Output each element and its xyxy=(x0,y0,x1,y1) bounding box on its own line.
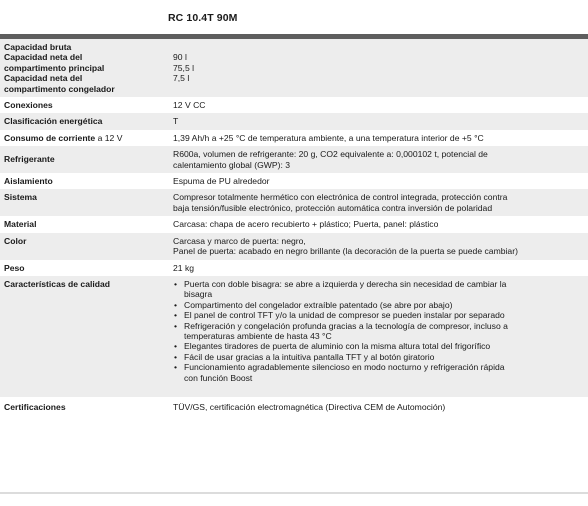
list-item-line: • Funcionamiento agradablemente silencioso en modo nocturno y refrigeración rápida xyxy=(184,362,505,373)
row-label xyxy=(0,130,162,146)
row-label: Peso xyxy=(0,260,162,276)
row-value-line: 90 l xyxy=(173,52,187,63)
row-label-line: Capacidad neta del xyxy=(4,52,83,63)
table-row xyxy=(0,260,588,276)
row-label xyxy=(0,39,162,97)
list-item xyxy=(184,321,574,342)
row-value-line: baja tensión/fusible electrónico, protección automática contra inversión de polaridad xyxy=(173,202,493,213)
table-row xyxy=(0,130,588,146)
list-item-line: • Refrigeración y congelación profunda gracias a la tecnología de compresor, incluso a xyxy=(184,320,508,331)
row-value-line: Panel de puerta: acabado en negro brillante (la decoración de la puerta se puede cambiar) xyxy=(173,246,518,257)
row-value-line: Compresor totalmente hermético con electrónica de control integrada, protección contra xyxy=(173,192,508,203)
table-header xyxy=(0,8,588,34)
row-label: Conexiones xyxy=(0,97,162,113)
row-value xyxy=(162,233,588,260)
table-row xyxy=(0,233,588,260)
row-label: Material xyxy=(0,216,162,232)
list-item-line: • Elegantes tiradores de puerta de aluminio con la misma altura total del frigorífico xyxy=(184,341,491,352)
row-label: Refrigerante xyxy=(0,146,162,173)
row-value-line: calentamiento global (GWP): 3 xyxy=(173,159,291,170)
footer-divider xyxy=(0,492,588,494)
row-label-line: compartimento congelador xyxy=(4,83,115,94)
row-value: 21 kg xyxy=(162,260,588,276)
list-item xyxy=(184,279,574,300)
table-row xyxy=(0,276,588,397)
row-value xyxy=(162,189,588,216)
row-label: Certificaciones xyxy=(0,397,162,418)
spec-table xyxy=(0,39,588,418)
row-label-text: Consumo de corriente xyxy=(4,132,96,143)
row-label: Sistema xyxy=(0,189,162,216)
row-value: 12 V CC xyxy=(162,97,588,113)
row-label: Color xyxy=(0,233,162,260)
table-row xyxy=(0,397,588,418)
row-value: 1,39 Ah/h a +25 °C de temperatura ambiente, a una temperatura interior de +5 °C xyxy=(162,130,588,146)
table-row xyxy=(0,39,588,97)
row-value xyxy=(162,39,588,97)
row-value-line: 75,5 l xyxy=(173,62,195,73)
list-item-line: • Puerta con doble bisagra: se abre a izquierda y derecha sin necesidad de cambiar la xyxy=(184,278,507,289)
list-item xyxy=(184,352,574,362)
row-value-line: 7,5 l xyxy=(173,73,190,84)
table-row xyxy=(0,216,588,232)
list-item xyxy=(184,341,574,351)
table-row xyxy=(0,173,588,189)
list-item xyxy=(184,310,574,320)
row-value: Carcasa: chapa de acero recubierto + plástico; Puerta, panel: plástico xyxy=(162,216,588,232)
table-row xyxy=(0,146,588,173)
list-item-line: con función Boost xyxy=(184,372,253,383)
list-item-line: • Compartimento del congelador extraíble patentado (se abre por abajo) xyxy=(184,299,453,310)
model-name: RC 10.4T 90M xyxy=(168,12,238,24)
spacer xyxy=(173,42,574,52)
table-row xyxy=(0,189,588,216)
table-row xyxy=(0,97,588,113)
list-item-line: bisagra xyxy=(184,289,213,300)
list-item-line: • Fácil de usar gracias a la intuitiva pantalla TFT y al botón giratorio xyxy=(184,351,435,362)
row-label-line: Capacidad bruta xyxy=(4,42,72,52)
row-label-line: compartimento principal xyxy=(4,62,105,73)
list-item xyxy=(184,362,574,383)
row-label: Clasificación energética xyxy=(0,113,162,129)
row-value: Espuma de PU alrededor xyxy=(162,173,588,189)
row-value xyxy=(162,276,588,397)
row-value xyxy=(162,146,588,173)
row-label-suffix: a 12 V xyxy=(95,132,123,143)
feature-list xyxy=(173,279,574,383)
row-label: Características de calidad xyxy=(0,276,162,397)
row-label: Aislamiento xyxy=(0,173,162,189)
row-value: T xyxy=(162,113,588,129)
row-value-line: R600a, volumen de refrigerante: 20 g, CO2 equivalente a: 0,000102 t, potencial de xyxy=(173,149,488,160)
row-value: TÜV/GS, certificación electromagnética (Directiva CEM de Automoción) xyxy=(162,397,588,418)
list-item xyxy=(184,300,574,310)
list-item-line: temperaturas ambiente de hasta 43 °C xyxy=(184,330,332,341)
row-label-line: Capacidad neta del xyxy=(4,73,83,84)
row-value-line: Carcasa y marco de puerta: negro, xyxy=(173,235,306,246)
list-item-line: • El panel de control TFT y/o la unidad de compresor se pueden instalar por separado xyxy=(184,310,505,321)
table-row xyxy=(0,113,588,129)
